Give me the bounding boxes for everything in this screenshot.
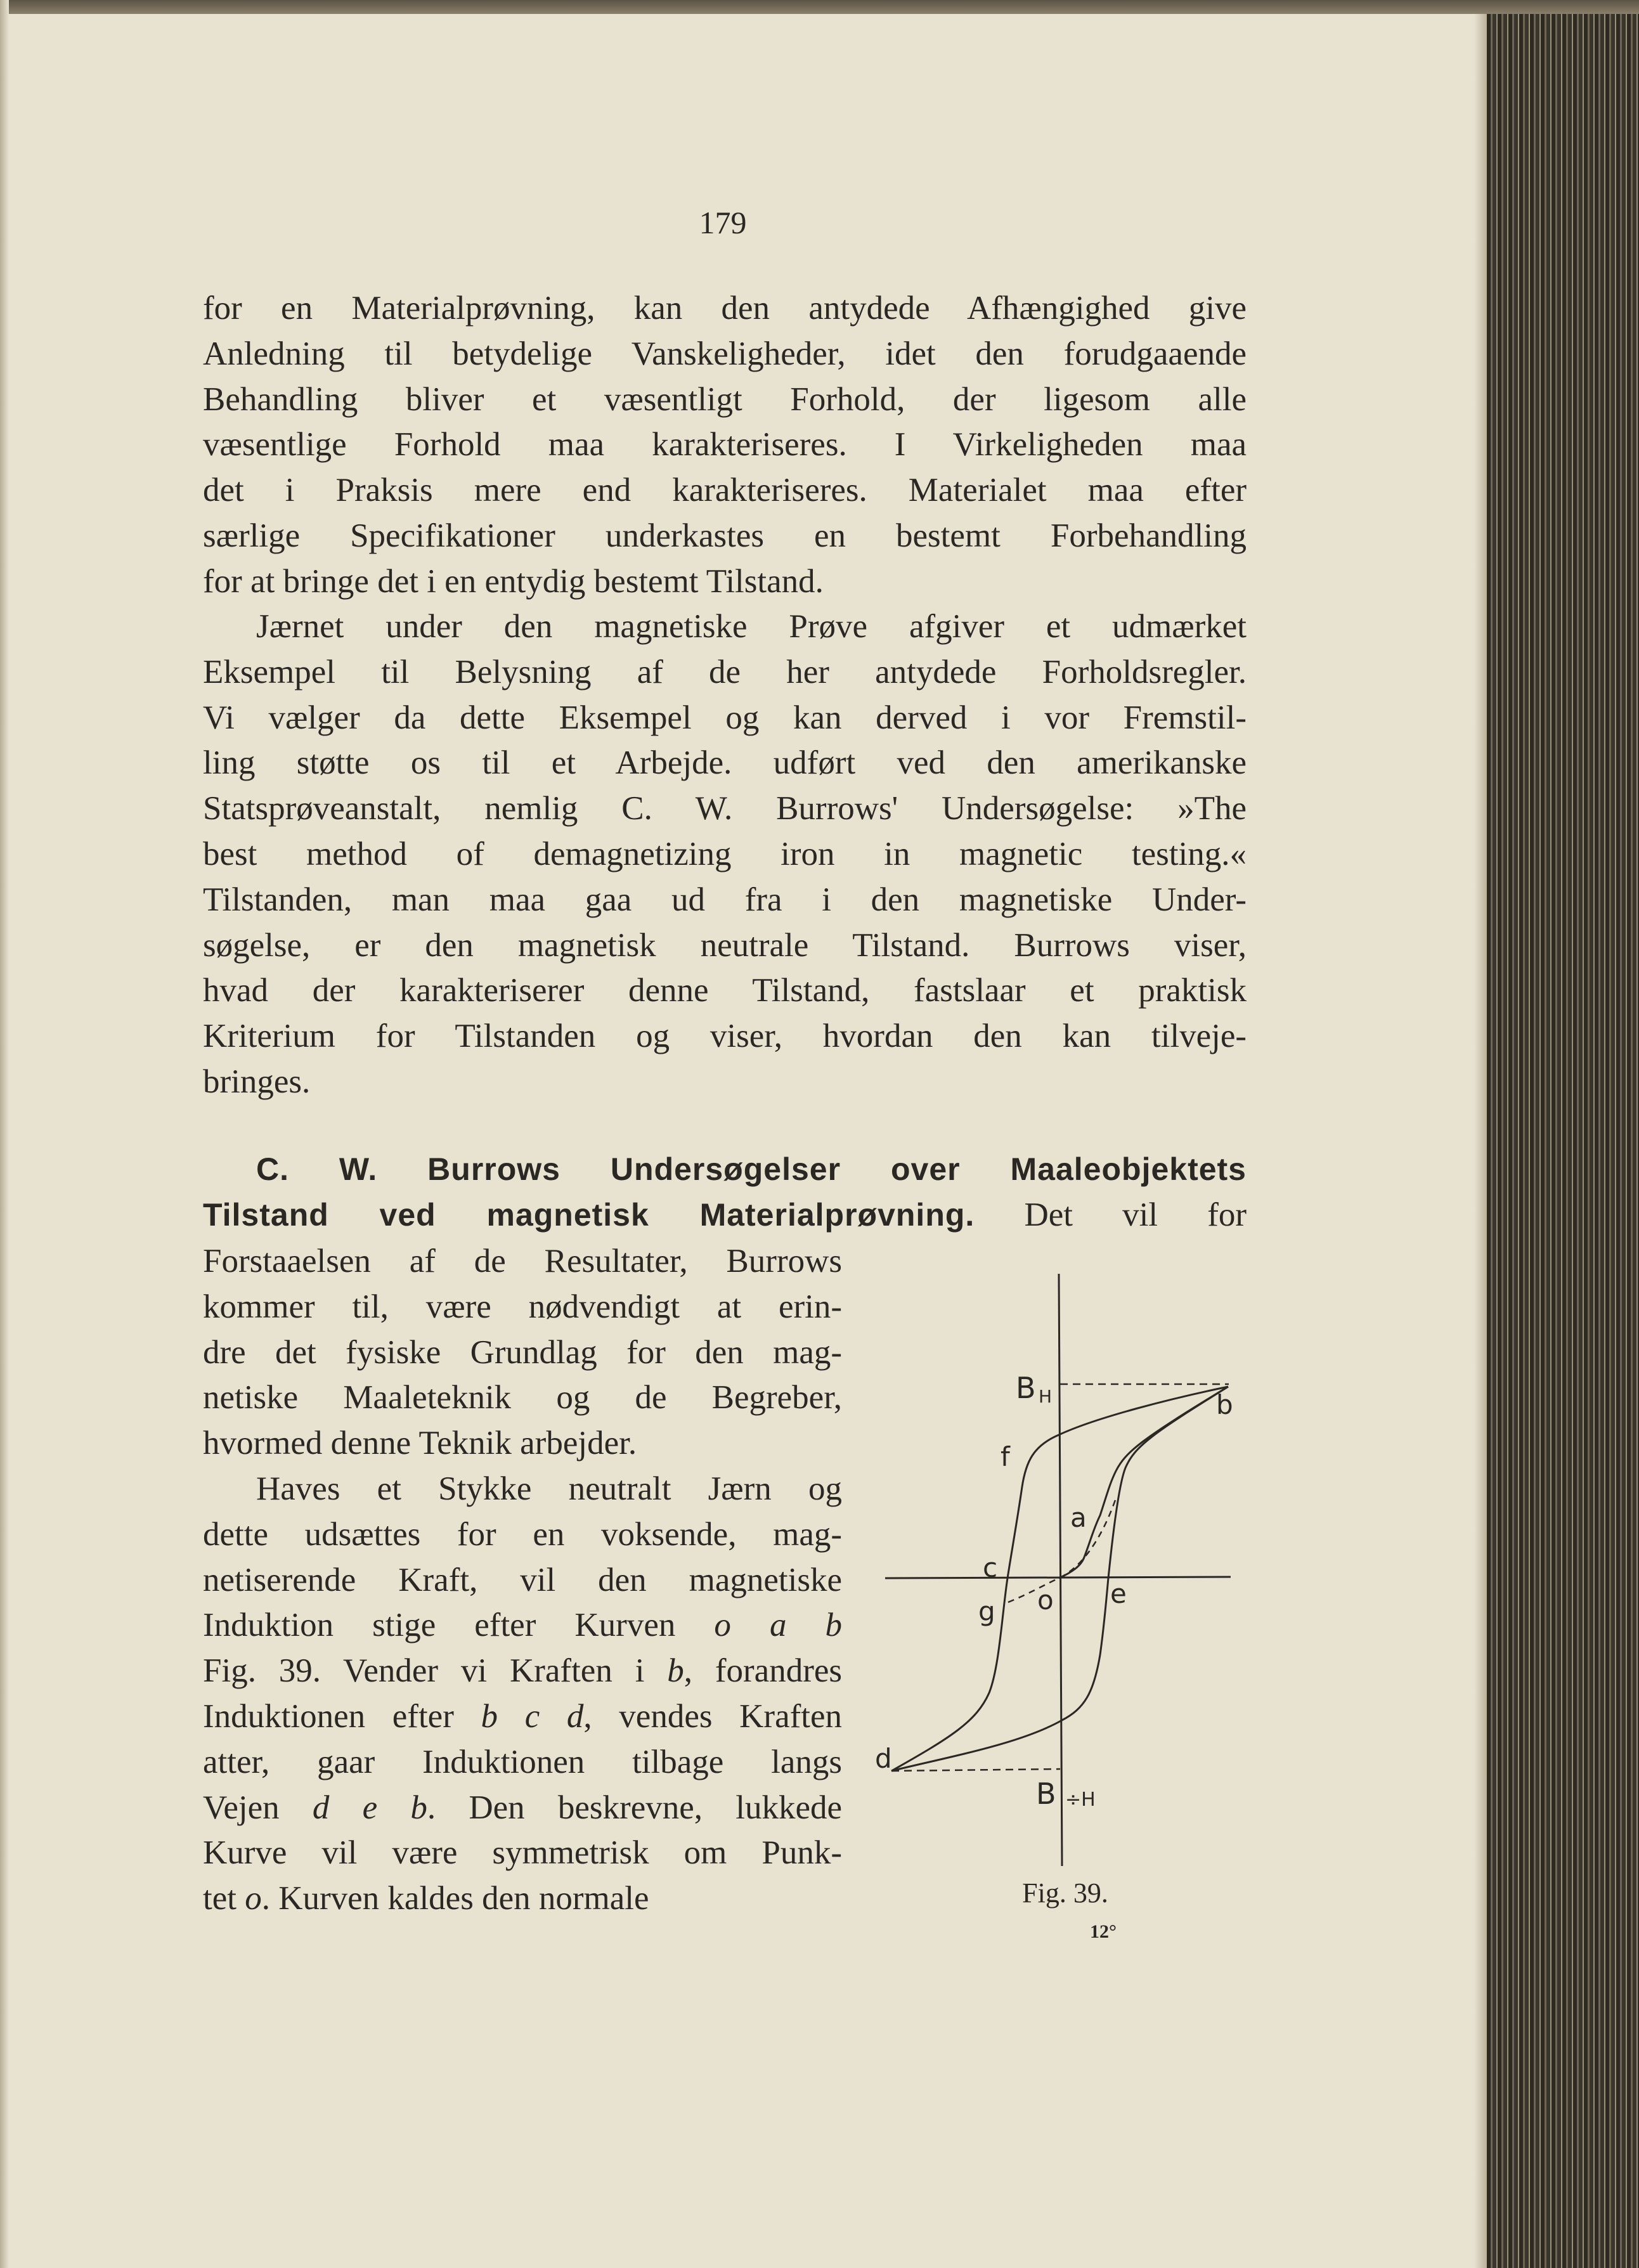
section-heading-line-2 bbox=[203, 1192, 1247, 1238]
italic-symbol: o bbox=[245, 1880, 262, 1917]
virgin-curve-oab bbox=[1059, 1387, 1228, 1578]
label-f: f bbox=[1001, 1441, 1010, 1472]
column-paragraph-2-line bbox=[256, 1466, 842, 1512]
signature-mark: 12° bbox=[1090, 1921, 1117, 1942]
label-c: c bbox=[983, 1552, 998, 1583]
column-paragraph-2-line bbox=[203, 1512, 842, 1557]
label-g: g bbox=[978, 1596, 995, 1627]
paragraph-1-line: det i Praksis mere end karakteriseres. Materialet maa efter bbox=[203, 472, 1247, 509]
column-paragraph-2-line bbox=[203, 1876, 842, 1921]
column-paragraph-2-line bbox=[203, 1739, 842, 1785]
column-paragraph-2-line bbox=[203, 1557, 842, 1603]
label-bh-sub: H bbox=[1039, 1386, 1053, 1407]
label-e: e bbox=[1110, 1578, 1127, 1609]
italic-symbol: b c d bbox=[481, 1698, 584, 1735]
italic-symbol: b bbox=[667, 1652, 684, 1689]
paragraph-2-line: ling støtte os til et Arbejde. udført ved den amerikanske bbox=[203, 744, 1247, 781]
text-segment: Kurve vil være symmetrisk om Punk- bbox=[203, 1834, 842, 1871]
label-d: d bbox=[875, 1743, 892, 1774]
text-segment: dette udsættes for en voksende, mag- bbox=[203, 1516, 842, 1553]
text-segment: Induktionen efter bbox=[203, 1698, 481, 1735]
paragraph-1-line: særlige Specifikationer underkastes en bestemt Forbehandling bbox=[203, 517, 1247, 554]
column-paragraph-2-line bbox=[203, 1830, 842, 1876]
column-paragraph-2-line bbox=[203, 1648, 842, 1694]
book-page-edges bbox=[1487, 14, 1639, 2268]
column-paragraph-1-line: hvormed denne Teknik arbejder. bbox=[203, 1425, 637, 1461]
label-a: a bbox=[1070, 1502, 1087, 1533]
column-paragraph-2-line bbox=[203, 1785, 842, 1831]
column-paragraph-1-line: Forstaaelsen af de Resultater, Burrows bbox=[203, 1243, 842, 1280]
paragraph-1-line: væsentlige Forhold maa karakteriseres. I Virkeligheden maa bbox=[203, 426, 1247, 463]
text-segment: Induktion stige efter Kurven bbox=[203, 1607, 715, 1643]
label-b: b bbox=[1216, 1389, 1233, 1420]
paragraph-2-line: Tilstanden, man maa gaa ud fra i den magnetiske Under- bbox=[203, 881, 1247, 918]
italic-symbol: d e b bbox=[312, 1789, 427, 1826]
label-o: o bbox=[1037, 1584, 1054, 1616]
section-heading-continuation: Det vil for bbox=[975, 1196, 1247, 1233]
label-b-neg: B bbox=[1036, 1777, 1056, 1811]
text-segment: Fig. 39. Vender vi Kraften i bbox=[203, 1652, 668, 1689]
paragraph-2-line: søgelse, er den magnetisk neutrale Tilstand. Burrows viser, bbox=[203, 927, 1247, 964]
page-number: 179 bbox=[699, 205, 747, 240]
text-segment: Vejen bbox=[203, 1789, 313, 1826]
paragraph-1-line: Anledning til betydelige Vanskeligheder, idet den forudgaaende bbox=[203, 335, 1247, 372]
paragraph-1-line: for at bringe det i en entydig bestemt Tilstand. bbox=[203, 563, 824, 600]
page-edge-shadow bbox=[1474, 14, 1488, 2268]
label-bh: B bbox=[1016, 1371, 1036, 1405]
paragraph-2-line: Jærnet under den magnetiske Prøve afgiver et udmærket bbox=[256, 608, 1247, 645]
text-segment: , forandres bbox=[683, 1652, 843, 1689]
text-segment: , vendes Kraften bbox=[583, 1698, 842, 1735]
text-segment: atter, gaar Induktionen tilbage langs bbox=[203, 1744, 842, 1780]
section-heading-line-1: C. W. Burrows Undersøgelser over Maaleobjektets bbox=[256, 1151, 1247, 1187]
paragraph-1-line: for en Materialprøvning, kan den antydede Afhængighed give bbox=[203, 290, 1247, 327]
label-b-neg-sub: ÷H bbox=[1065, 1789, 1096, 1811]
paragraph-2-line: Statsprøveanstalt, nemlig C. W. Burrows' Undersøgelse: »The bbox=[203, 790, 1247, 827]
paragraph-2-line: bringes. bbox=[203, 1063, 311, 1100]
paragraph-2-line: Vi vælger da dette Eksempel og kan derved i vor Fremstil- bbox=[203, 699, 1247, 736]
book-top-edge bbox=[0, 0, 1639, 14]
text-segment: . Den beskrevne, lukkede bbox=[427, 1789, 842, 1826]
page-gutter-shadow bbox=[0, 0, 9, 2268]
column-paragraph-1-line: dre det fysiske Grundlag for den mag- bbox=[203, 1334, 842, 1371]
paragraph-2-line: best method of demagnetizing iron in magnetic testing.« bbox=[203, 836, 1247, 872]
column-paragraph-1-line: kommer til, være nødvendigt at erin- bbox=[203, 1288, 842, 1325]
b-neg-dashed-line bbox=[891, 1769, 1060, 1771]
paragraph-2-line: hvad der karakteriserer denne Tilstand, fastslaar et praktisk bbox=[203, 972, 1247, 1009]
column-paragraph-2-line bbox=[203, 1602, 842, 1648]
paragraph-2-line: Eksempel til Belysning af de her antydede Forholdsregler. bbox=[203, 654, 1247, 690]
h-axis bbox=[885, 1577, 1231, 1578]
text-segment: . Kurven kaldes den normale bbox=[261, 1880, 649, 1917]
italic-symbol: o a b bbox=[714, 1607, 842, 1643]
figure-caption: Fig. 39. bbox=[1022, 1877, 1108, 1908]
section-heading-bold: Tilstand ved magnetisk Materialprøvning. bbox=[203, 1197, 975, 1233]
hysteresis-figure bbox=[875, 1236, 1268, 1966]
column-paragraph-1-line: netiske Maaleteknik og de Begreber, bbox=[203, 1379, 842, 1416]
b-axis bbox=[1059, 1274, 1062, 1866]
paragraph-1-line: Behandling bliver et væsentligt Forhold, der ligesom alle bbox=[203, 381, 1247, 418]
text-segment: Haves et Stykke neutralt Jærn og bbox=[256, 1470, 842, 1507]
column-paragraph-2-line bbox=[203, 1694, 842, 1739]
text-segment: netiserende Kraft, vil den magnetiske bbox=[203, 1562, 842, 1598]
paragraph-2-line: Kriterium for Tilstanden og viser, hvordan den kan tilveje- bbox=[203, 1018, 1247, 1054]
text-segment: tet bbox=[203, 1880, 245, 1917]
